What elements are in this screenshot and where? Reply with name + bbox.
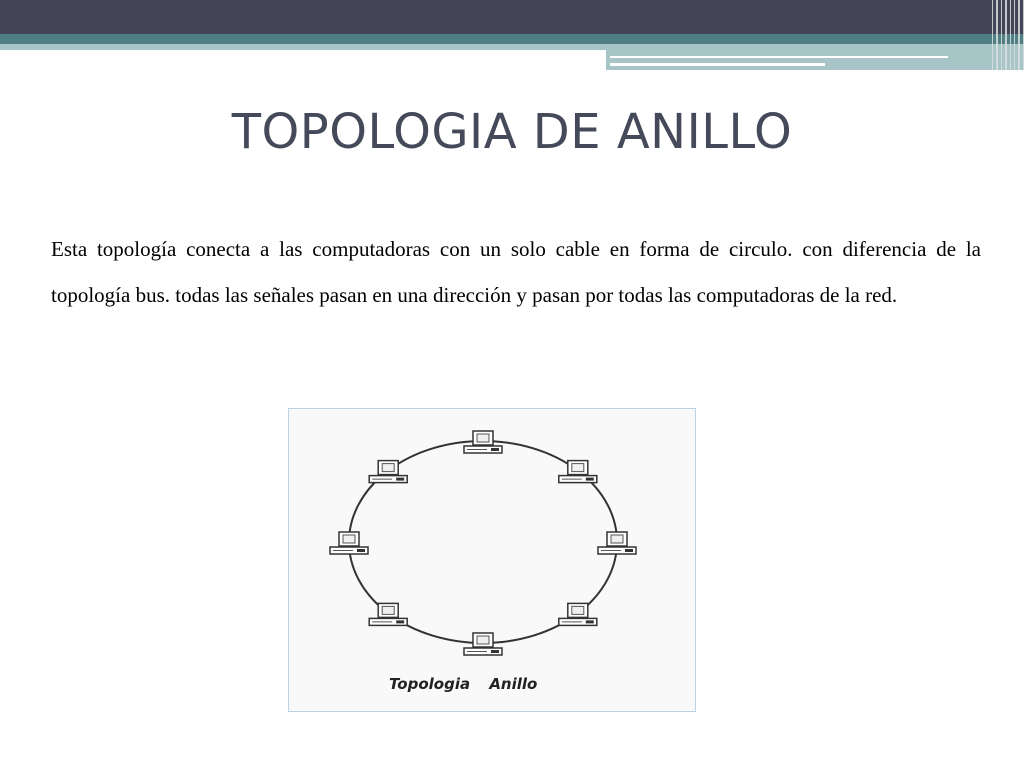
computer-icon	[598, 532, 636, 554]
computer-icon	[330, 532, 368, 554]
figure-caption: Topologia Anillo	[389, 675, 538, 693]
header-band-teal	[0, 34, 1024, 44]
header-band-dark	[0, 0, 1024, 34]
computer-icon	[369, 603, 407, 625]
ring-topology-figure	[288, 408, 696, 712]
header-stripes	[992, 0, 1024, 70]
computer-icon	[369, 461, 407, 483]
header-line	[610, 63, 825, 66]
header-band-light	[0, 44, 606, 50]
slide-title: TOPOLOGIA DE ANILLO	[231, 104, 793, 160]
ring-diagram	[289, 409, 695, 711]
computer-icon	[559, 603, 597, 625]
computer-icon	[559, 461, 597, 483]
slide-paragraph: Esta topología conecta a las computadoras con un solo cable en forma de circulo. con diferencia de la topología bus. todas las señales pasan en una dirección y pasan por todas las computadoras de la red.	[51, 237, 981, 307]
header-line	[610, 56, 948, 58]
computer-icon	[464, 633, 502, 655]
